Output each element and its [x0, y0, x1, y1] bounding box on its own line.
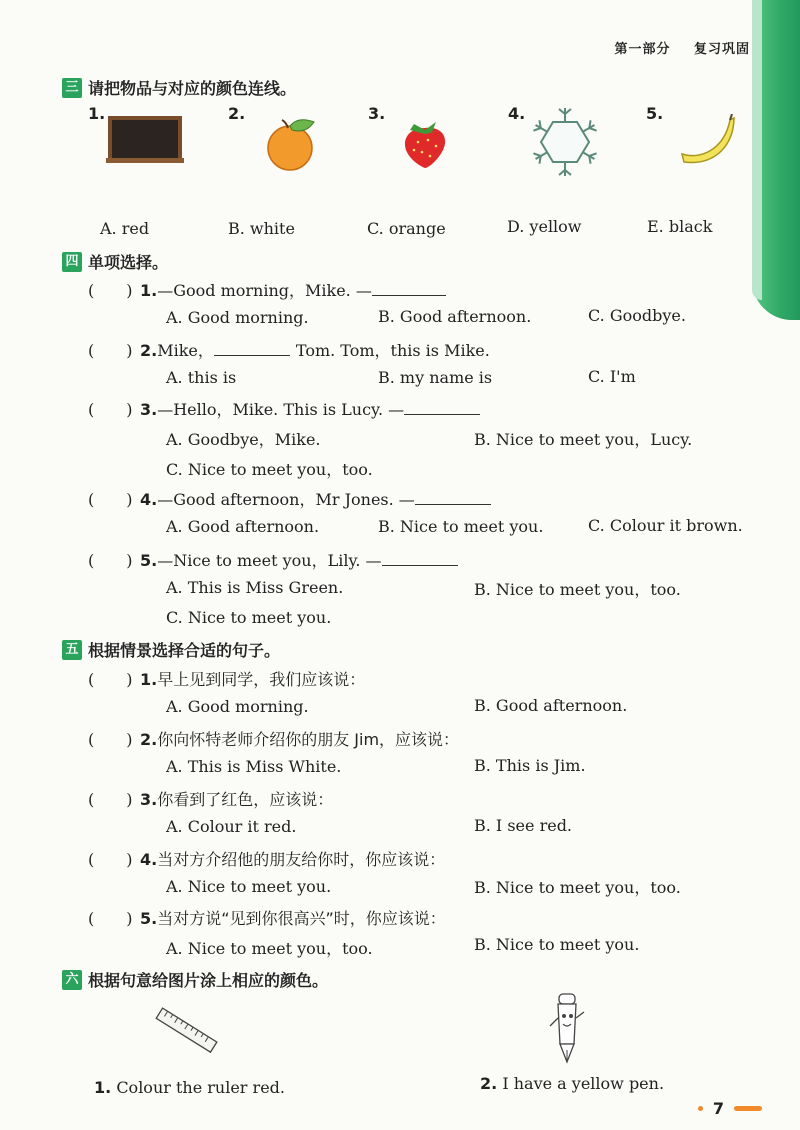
- orange-icon: [260, 116, 326, 172]
- question-number: 3.: [140, 790, 158, 809]
- side-tab-highlight: [752, 0, 762, 300]
- page-dot: [698, 1106, 703, 1111]
- sec5-question-3: [88, 787, 333, 810]
- question-number: 2.: [480, 1074, 498, 1093]
- sec4-q1-option-c: C. Goodbye.: [588, 306, 686, 325]
- question-number: 1.: [140, 670, 158, 689]
- section-6-heading: 根据句意给图片涂上相应的颜色。: [88, 971, 329, 990]
- section-5-heading: 根据情景选择合适的句子。: [88, 641, 281, 660]
- sec4-q2-option-c: C. I'm: [588, 367, 636, 386]
- sec4-q4-option-c: C. Colour it brown.: [588, 516, 743, 535]
- section-3-heading: 请把物品与对应的颜色连线。: [88, 79, 297, 98]
- question-text: —Nice to meet you，Lily. —: [157, 551, 382, 570]
- sec4-question-2: [88, 338, 490, 361]
- color-option-a: A. red: [100, 219, 150, 238]
- answer-paren[interactable]: ( ): [88, 490, 133, 509]
- question-text: Colour the ruler red.: [116, 1078, 285, 1097]
- answer-paren[interactable]: ( ): [88, 730, 133, 749]
- answer-blank[interactable]: [214, 341, 290, 356]
- section-5-number: 五: [62, 640, 82, 660]
- sec5-q2-option-a: A. This is Miss White.: [166, 757, 342, 776]
- answer-blank[interactable]: [404, 400, 480, 415]
- question-text: 你看到了红色，应该说：: [157, 790, 334, 809]
- item-2-number: 2.: [228, 104, 246, 123]
- answer-blank[interactable]: [382, 551, 458, 566]
- page-number-value: 7: [712, 1099, 724, 1118]
- question-text: —Good morning，Mike. —: [157, 281, 372, 300]
- section-6-number: 六: [62, 970, 82, 990]
- question-number: 2.: [140, 730, 158, 749]
- pen-icon[interactable]: [548, 990, 588, 1066]
- sec5-question-2: [88, 727, 459, 750]
- question-number: 1.: [94, 1078, 112, 1097]
- page-bar: [734, 1106, 762, 1111]
- sec4-q1-option-b: B. Good afternoon.: [378, 307, 532, 326]
- banana-icon: [676, 114, 738, 166]
- sec5-question-4: [88, 847, 445, 870]
- ruler-icon[interactable]: [152, 1006, 220, 1056]
- answer-paren[interactable]: ( ): [88, 341, 133, 360]
- sec4-question-4: [88, 487, 491, 510]
- section-4-title: [62, 250, 168, 273]
- section-6-title: [62, 968, 328, 991]
- header-section: 复习巩固: [693, 42, 750, 57]
- header-part: 第一部分: [614, 42, 671, 57]
- sec6-question-1: [94, 1078, 285, 1097]
- question-text: I have a yellow pen.: [502, 1074, 665, 1093]
- color-option-c: C. orange: [367, 219, 446, 238]
- question-text-pre: Mike，: [157, 341, 214, 360]
- sec4-q3-option-a: A. Goodbye，Mike.: [166, 430, 321, 449]
- section-5-title: [62, 638, 280, 661]
- sec5-q3-option-b: B. I see red.: [474, 816, 573, 835]
- answer-paren[interactable]: ( ): [88, 850, 133, 869]
- sec4-q5-option-a: A. This is Miss Green.: [166, 578, 344, 597]
- question-number: 3.: [140, 400, 158, 419]
- sec4-q3-option-c: C. Nice to meet you，too.: [166, 460, 373, 479]
- answer-paren[interactable]: ( ): [88, 281, 133, 300]
- sec5-q4-option-b: B. Nice to meet you，too.: [474, 878, 681, 897]
- item-5-number: 5.: [646, 104, 664, 123]
- sec5-question-1: [88, 667, 365, 690]
- sec4-q4-option-a: A. Good afternoon.: [166, 517, 320, 536]
- color-option-b: B. white: [228, 219, 295, 238]
- sec6-question-2: [480, 1074, 664, 1093]
- answer-blank[interactable]: [415, 490, 491, 505]
- sec4-q4-option-b: B. Nice to meet you.: [378, 517, 544, 536]
- question-number: 4.: [140, 850, 158, 869]
- page-number: [698, 1099, 762, 1118]
- strawberry-icon: [398, 116, 452, 170]
- color-option-d: D. yellow: [507, 217, 582, 236]
- sec5-q2-option-b: B. This is Jim.: [474, 756, 586, 775]
- item-4-number: 4.: [508, 104, 526, 123]
- sec4-question-3: [88, 397, 480, 420]
- sec5-question-5: [88, 906, 446, 929]
- question-number: 1.: [140, 281, 158, 300]
- blackboard-icon: [106, 116, 184, 166]
- sec5-q5-option-a: A. Nice to meet you，too.: [166, 939, 373, 958]
- question-text: 早上见到同学，我们应该说：: [157, 670, 366, 689]
- item-3-number: 3.: [368, 104, 386, 123]
- sec5-q5-option-b: B. Nice to meet you.: [474, 935, 640, 954]
- section-4-heading: 单项选择。: [88, 253, 169, 272]
- sec4-q5-option-b: B. Nice to meet you，too.: [474, 580, 681, 599]
- sec5-q1-option-b: B. Good afternoon.: [474, 696, 628, 715]
- question-text: 当对方说“见到你很高兴”时，你应该说：: [157, 909, 446, 928]
- sec4-q2-option-b: B. my name is: [378, 368, 493, 387]
- question-text: —Good afternoon，Mr Jones. —: [157, 490, 415, 509]
- question-number: 2.: [140, 341, 158, 360]
- snowflake-icon: [526, 106, 604, 178]
- answer-blank[interactable]: [372, 281, 446, 296]
- page-header: [596, 38, 750, 57]
- sec4-question-5: [88, 548, 458, 571]
- question-text: —Hello，Mike. This is Lucy. —: [157, 400, 405, 419]
- section-3-title: [62, 76, 296, 99]
- answer-paren[interactable]: ( ): [88, 790, 133, 809]
- sec5-q1-option-a: A. Good morning.: [166, 697, 309, 716]
- answer-paren[interactable]: ( ): [88, 400, 133, 419]
- question-number: 5.: [140, 909, 158, 928]
- section-4-number: 四: [62, 252, 82, 272]
- question-number: 5.: [140, 551, 158, 570]
- question-number: 4.: [140, 490, 158, 509]
- question-text-post: Tom. Tom，this is Mike.: [295, 341, 490, 360]
- sec4-q2-option-a: A. this is: [166, 368, 237, 387]
- item-1-number: 1.: [88, 104, 106, 123]
- sec4-q5-option-c: C. Nice to meet you.: [166, 608, 332, 627]
- sec4-question-1: [88, 278, 446, 301]
- sec4-q3-option-b: B. Nice to meet you，Lucy.: [474, 430, 693, 449]
- color-option-e: E. black: [647, 217, 713, 236]
- answer-paren[interactable]: ( ): [88, 909, 133, 928]
- question-text: 你向怀特老师介绍你的朋友 Jim，应该说：: [157, 730, 460, 749]
- answer-paren[interactable]: ( ): [88, 670, 133, 689]
- sec4-q1-option-a: A. Good morning.: [166, 308, 309, 327]
- question-text: 当对方介绍他的朋友给你时，你应该说：: [157, 850, 446, 869]
- answer-paren[interactable]: ( ): [88, 551, 133, 570]
- sec5-q3-option-a: A. Colour it red.: [166, 817, 297, 836]
- section-3-number: 三: [62, 78, 82, 98]
- sec5-q4-option-a: A. Nice to meet you.: [166, 877, 332, 896]
